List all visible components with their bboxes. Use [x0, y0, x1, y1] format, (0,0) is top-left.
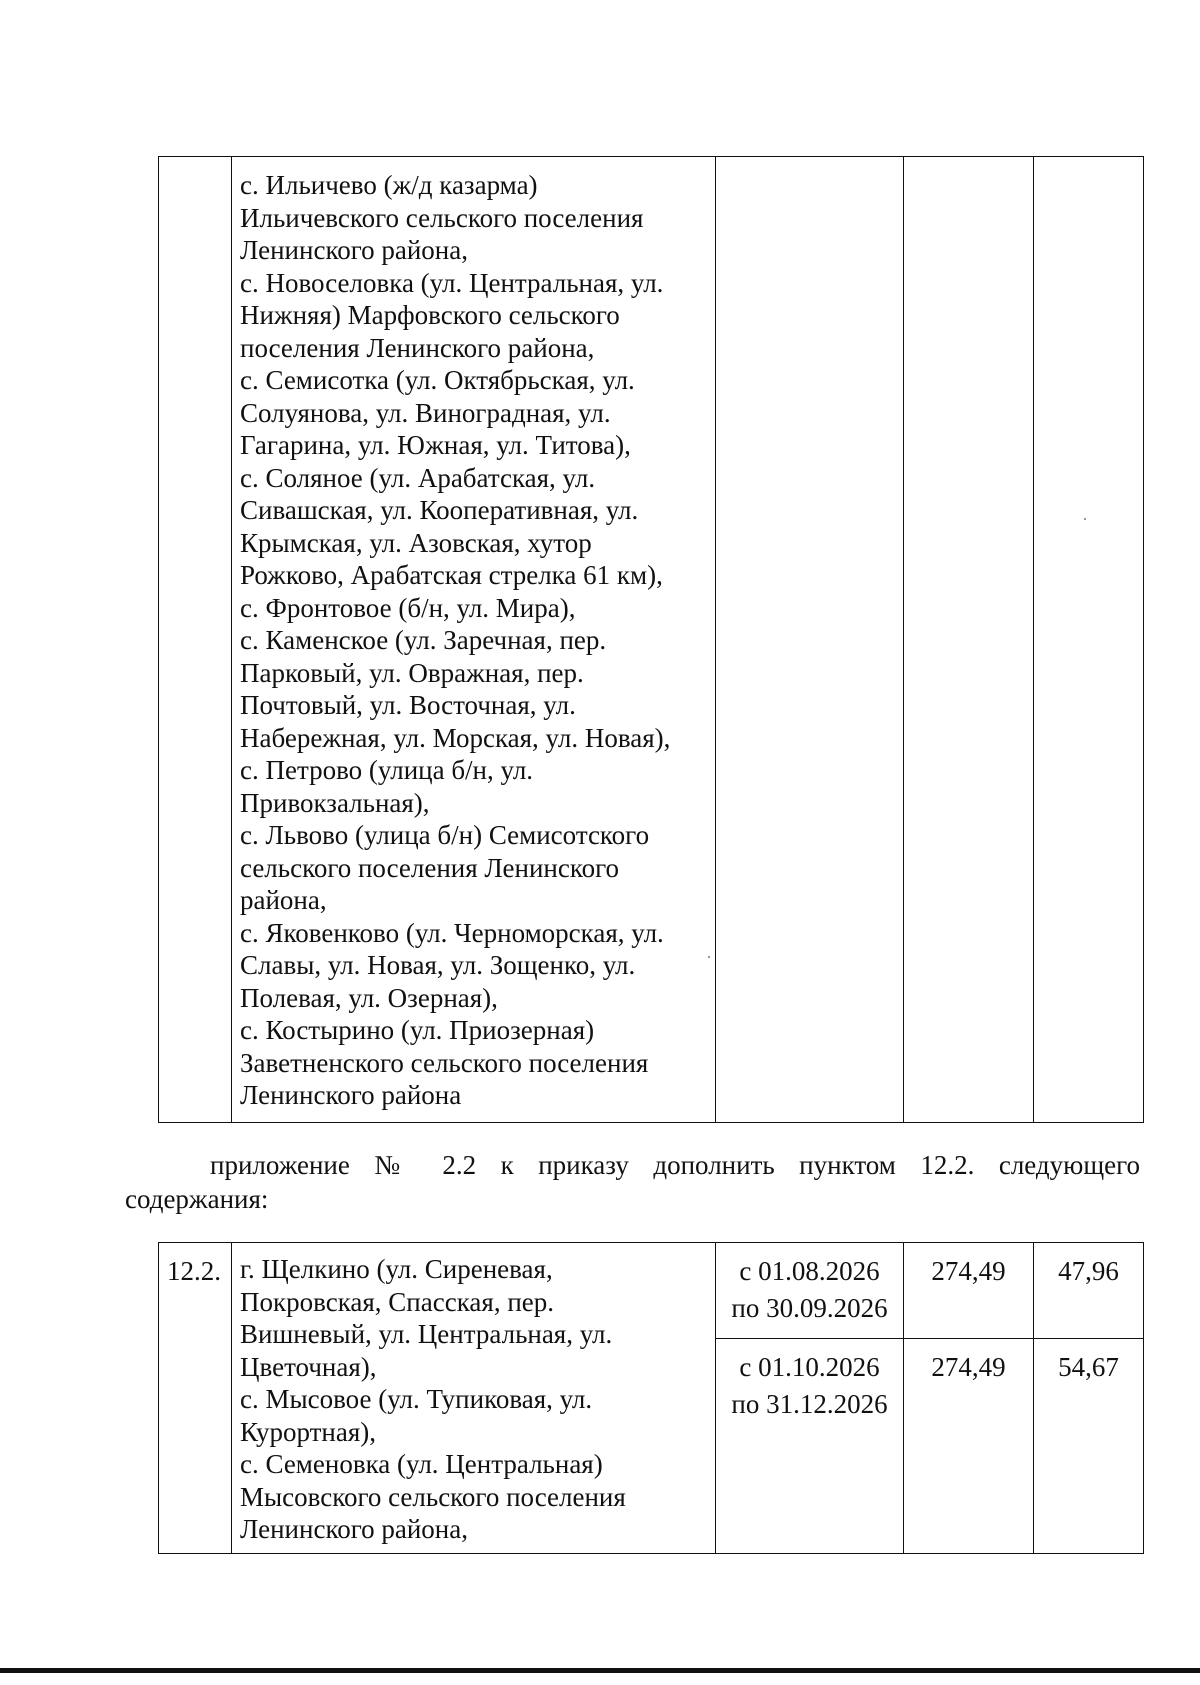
address-line: с. Новоселовка (ул. Центральная, ул. [240, 267, 664, 298]
period-cell [715, 157, 903, 1122]
address-line: с. Яковенково (ул. Черноморская, ул. [240, 917, 664, 948]
footer-rule [0, 1668, 1200, 1673]
period-2-from: с 01.10.2026 [739, 1352, 880, 1382]
item-number: 12.2. [167, 1256, 221, 1286]
address-line: с. Петрово (улица б/н, ул. [240, 755, 534, 785]
tariff-a-cell [903, 157, 1033, 1122]
period-1-cell [715, 1243, 903, 1339]
period-2-tariff-a: 274,49 [903, 1339, 1033, 1553]
scan-speck [1084, 518, 1086, 520]
number-cell [159, 157, 231, 1122]
address-line: с. Семисотка (ул. Октябрьская, ул. [240, 365, 635, 395]
address-line: Набережная, ул. Морская, ул. Новая), [240, 722, 671, 753]
address-line: с. Каменское (ул. Заречная, пер. [240, 625, 607, 655]
address-line: с. Фронтовое (б/н, ул. Мира), [240, 592, 576, 623]
address-line: с. Ильичево (ж/д казарма) [240, 170, 538, 200]
period-2-cell [715, 1339, 903, 1553]
paragraph-line-1: приложение № 2.2 к приказу дополнить пунктом 12.2. следующего [210, 1150, 1140, 1180]
address-line: Крымская, ул. Азовская, хутор [240, 527, 592, 558]
address-line: Ленинского района [240, 1080, 462, 1110]
address-line: Нижняя) Марфовского сельского [240, 300, 620, 330]
address-line: района, [240, 885, 327, 915]
address-line: Курортная), [240, 1416, 377, 1447]
address-line: Почтовый, ул. Восточная, ул. [240, 690, 576, 720]
address-line: Мысовского сельского поселения [240, 1481, 626, 1512]
address-line: сельского поселения Ленинского [240, 852, 620, 883]
tariff-table-continuation [158, 156, 1144, 1123]
period-1-tariff-a: 274,49 [903, 1243, 1033, 1339]
address-line: Полевая, ул. Озерная), [240, 982, 498, 1013]
address-line: Рожково, Арабатская стрелка 61 км), [240, 560, 663, 590]
period-2-to: по 31.12.2026 [731, 1389, 888, 1419]
address-line: с. Семеновка (ул. Центральная) [240, 1449, 603, 1479]
amendment-paragraph [125, 1148, 1140, 1216]
address-line: Гагарина, ул. Южная, ул. Титова), [240, 430, 631, 460]
address-line: Привокзальная), [240, 787, 430, 818]
address-line: Вишневый, ул. Центральная, ул. [240, 1319, 613, 1349]
address-line: Ильичевского сельского поселения [240, 202, 644, 233]
address-cell [231, 157, 715, 1122]
address-line: с. Мысовое (ул. Тупиковая, ул. [240, 1384, 593, 1414]
address-cell [231, 1243, 715, 1553]
address-line: Славы, ул. Новая, ул. Зощенко, ул. [240, 950, 636, 980]
period-1-from: с 01.08.2026 [739, 1256, 880, 1286]
tariff-table-item-12-2 [158, 1242, 1144, 1554]
scan-speck [708, 956, 710, 958]
address-line: Парковый, ул. Овражная, пер. [240, 657, 584, 688]
address-line: Покровская, Спасская, пер. [240, 1286, 555, 1317]
period-1-to: по 30.09.2026 [731, 1293, 888, 1323]
address-line: Солуянова, ул. Виноградная, ул. [240, 397, 611, 428]
address-line: Сивашская, ул. Кооперативная, ул. [240, 495, 639, 525]
period-1-tariff-b: 47,96 [1033, 1243, 1143, 1339]
address-line: Цветочная), [240, 1351, 377, 1382]
address-line: с. Львово (улица б/н) Семисотского [240, 820, 650, 850]
tariff-b-cell [1033, 157, 1143, 1122]
address-line: поселения Ленинского района, [240, 332, 595, 363]
period-2-tariff-b: 54,67 [1033, 1339, 1143, 1553]
address-line: Заветненского сельского поселения [240, 1047, 649, 1078]
paragraph-line-2: содержания: [125, 1184, 269, 1214]
address-line: Ленинского района, [240, 1514, 468, 1544]
address-line: Ленинского района, [240, 235, 468, 265]
address-line: с. Костырино (ул. Приозерная) [240, 1015, 595, 1045]
address-line: г. Щелкино (ул. Сиреневая, [240, 1254, 553, 1284]
address-line: с. Соляное (ул. Арабатская, ул. [240, 462, 596, 493]
